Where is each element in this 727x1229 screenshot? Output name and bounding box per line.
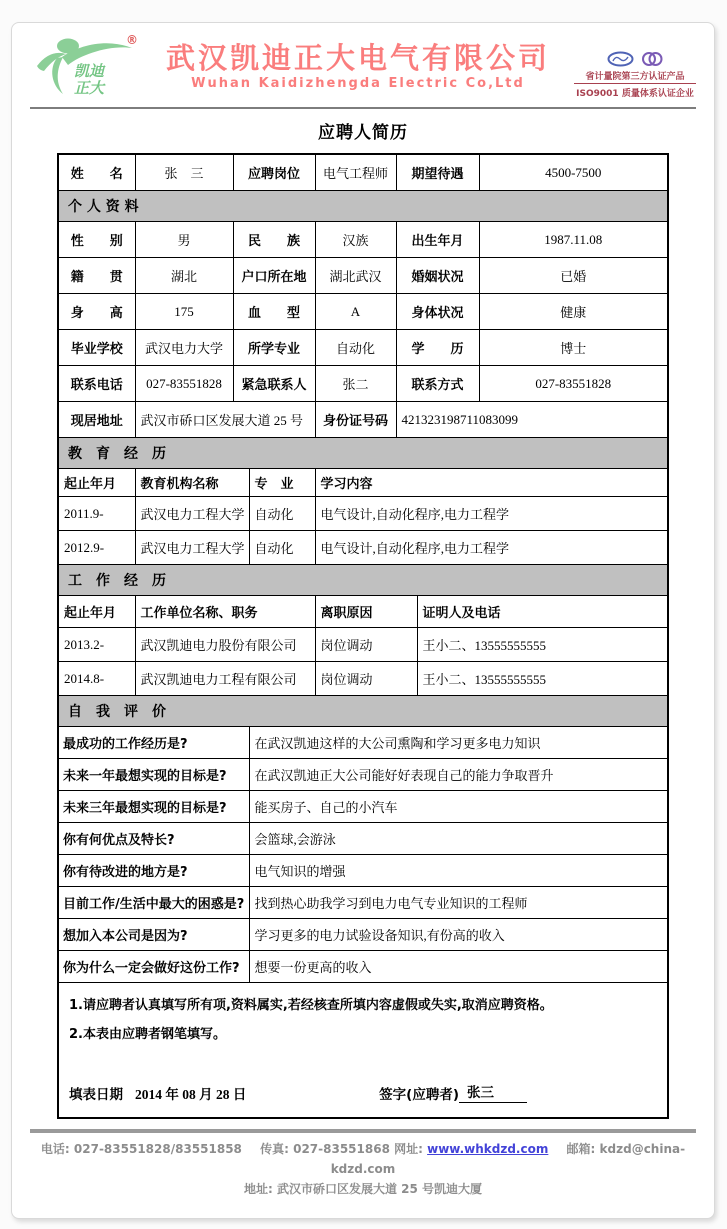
column-header-period: 起止年月 bbox=[59, 596, 135, 628]
fill-date-value: 2014 年 08 月 28 日 bbox=[135, 1086, 247, 1102]
field-value-salary: 4500-7500 bbox=[479, 155, 667, 191]
work-period: 2013.2- bbox=[59, 628, 135, 662]
self-eval-answer: 想要一份更高的收入 bbox=[249, 951, 667, 983]
self-eval-answer: 在武汉凯迪正大公司能好好表现自己的能力争取晋升 bbox=[249, 759, 667, 791]
field-label-residence: 户口所在地 bbox=[233, 258, 315, 294]
field-value-school: 武汉电力大学 bbox=[135, 330, 233, 366]
signature-value: 张三 bbox=[459, 1081, 527, 1103]
self-eval-answer: 能买房子、自己的小汽车 bbox=[249, 791, 667, 823]
table-row bbox=[59, 222, 667, 258]
signature-block bbox=[379, 1081, 527, 1103]
self-eval-question: 未来一年最想实现的目标是? bbox=[59, 759, 249, 791]
education-table bbox=[59, 469, 667, 565]
page-title: 应聘人简历 bbox=[318, 123, 408, 143]
self-eval-answer: 会篮球,会游泳 bbox=[249, 823, 667, 855]
section-header-education: 教 育 经 历 bbox=[59, 438, 667, 469]
website-link[interactable]: www.whkdzd.com bbox=[427, 1141, 549, 1156]
education-content: 电气设计,自动化程序,电力工程学 bbox=[315, 497, 667, 531]
phone-label: 电话: bbox=[40, 1141, 70, 1156]
table-row bbox=[59, 951, 667, 983]
basic-info-table bbox=[59, 155, 667, 191]
field-value-residence: 湖北武汉 bbox=[315, 258, 396, 294]
field-label-contact-method: 联系方式 bbox=[396, 366, 479, 402]
field-label-degree: 学 历 bbox=[396, 330, 479, 366]
self-eval-question: 想加入本公司是因为? bbox=[59, 919, 249, 951]
field-value-health: 健康 bbox=[479, 294, 667, 330]
table-row bbox=[59, 294, 667, 330]
work-leave-reason: 岗位调动 bbox=[315, 662, 417, 696]
table-header-row bbox=[59, 596, 667, 628]
field-label-id-number: 身份证号码 bbox=[315, 402, 396, 438]
phone-value: 027-83551828/83551858 bbox=[73, 1141, 242, 1156]
company-logo bbox=[34, 35, 142, 101]
resume-card bbox=[11, 22, 715, 1219]
personal-info-table bbox=[59, 222, 667, 438]
field-label-phone: 联系电话 bbox=[59, 366, 135, 402]
self-eval-answer: 找到热心助我学习到电力电气专业知识的工程师 bbox=[249, 887, 667, 919]
logo-text-line1: 凯迪 bbox=[74, 62, 105, 80]
section-header-personal: 个 人 资 料 bbox=[59, 191, 667, 222]
table-row bbox=[59, 155, 667, 191]
company-titles bbox=[142, 35, 574, 91]
form-body bbox=[12, 121, 714, 1119]
web-label: 网址: bbox=[394, 1141, 423, 1156]
signoff-row bbox=[67, 1081, 659, 1103]
table-row bbox=[59, 919, 667, 951]
cert-text-line1: 省计量院第三方认证产品 bbox=[574, 69, 696, 84]
kaidi-logo-icon bbox=[34, 35, 138, 97]
field-label-ethnicity: 民 族 bbox=[233, 222, 315, 258]
table-row bbox=[59, 855, 667, 887]
contact-footer bbox=[30, 1129, 696, 1200]
column-header-period: 起止年月 bbox=[59, 469, 135, 497]
field-value-contact-method: 027-83551828 bbox=[479, 366, 667, 402]
field-value-gender: 男 bbox=[135, 222, 233, 258]
field-value-position: 电气工程师 bbox=[315, 155, 396, 191]
field-label-height: 身 高 bbox=[59, 294, 135, 330]
field-label-birthdate: 出生年月 bbox=[396, 222, 479, 258]
table-row bbox=[59, 823, 667, 855]
email-value: kdzd@china-kdzd.com bbox=[330, 1141, 686, 1177]
field-value-blood-type: A bbox=[315, 294, 396, 330]
column-header-reference: 证明人及电话 bbox=[417, 596, 667, 628]
field-label-marital: 婚姻状况 bbox=[396, 258, 479, 294]
fax-value: 027-83551868 bbox=[293, 1141, 390, 1156]
table-row bbox=[59, 366, 667, 402]
table-row bbox=[59, 531, 667, 565]
company-name-cn: 武汉凯迪正大电气有限公司 bbox=[165, 41, 550, 75]
address-value: 武汉市硚口区发展大道 25 号凯迪大厦 bbox=[276, 1182, 483, 1197]
column-header-employer: 工作单位名称、职务 bbox=[135, 596, 315, 628]
field-value-ethnicity: 汉族 bbox=[315, 222, 396, 258]
field-label-health: 身体状况 bbox=[396, 294, 479, 330]
work-reference: 王小二、13555555555 bbox=[417, 628, 667, 662]
field-label-emergency-contact: 紧急联系人 bbox=[233, 366, 315, 402]
work-employer: 武汉凯迪电力工程有限公司 bbox=[135, 662, 315, 696]
education-period: 2011.9- bbox=[59, 497, 135, 531]
table-row bbox=[59, 727, 667, 759]
field-value-degree: 博士 bbox=[479, 330, 667, 366]
self-eval-question: 最成功的工作经历是? bbox=[59, 727, 249, 759]
education-institution: 武汉电力工程大学 bbox=[135, 531, 249, 565]
table-row bbox=[59, 402, 667, 438]
registered-trademark-icon: ® bbox=[126, 33, 138, 47]
footer-line-2 bbox=[30, 1179, 696, 1199]
work-experience-table bbox=[59, 596, 667, 696]
self-eval-question: 你为什么一定会做好这份工作? bbox=[59, 951, 249, 983]
table-row bbox=[59, 330, 667, 366]
field-value-address: 武汉市硚口区发展大道 25 号 bbox=[135, 402, 315, 438]
work-period: 2014.8- bbox=[59, 662, 135, 696]
field-label-blood-type: 血 型 bbox=[233, 294, 315, 330]
work-reference: 王小二、13555555555 bbox=[417, 662, 667, 696]
column-header-leave-reason: 离职原因 bbox=[315, 596, 417, 628]
email-label: 邮箱: bbox=[566, 1141, 596, 1156]
field-label-major: 所学专业 bbox=[233, 330, 315, 366]
self-eval-question: 未来三年最想实现的目标是? bbox=[59, 791, 249, 823]
column-header-major: 专 业 bbox=[249, 469, 315, 497]
field-value-id-number: 421323198711083099 bbox=[396, 402, 667, 438]
company-header bbox=[12, 23, 714, 105]
field-value-marital: 已婚 bbox=[479, 258, 667, 294]
education-major: 自动化 bbox=[249, 497, 315, 531]
field-label-salary: 期望待遇 bbox=[396, 155, 479, 191]
resume-form bbox=[57, 153, 669, 1119]
note-line-2: 2.本表由应聘者钢笔填写。 bbox=[69, 1026, 226, 1042]
table-row bbox=[59, 791, 667, 823]
header-divider bbox=[30, 107, 696, 109]
section-header-work: 工 作 经 历 bbox=[59, 565, 667, 596]
cert-icons bbox=[574, 51, 696, 67]
table-row bbox=[59, 628, 667, 662]
note-line-1: 1.请应聘者认真填写所有项,资料属实,若经核查所填内容虚假或失实,取消应聘资格。 bbox=[69, 998, 553, 1013]
self-eval-question: 你有何优点及特长? bbox=[59, 823, 249, 855]
cert-text-line2: ISO9001 质量体系认证企业 bbox=[576, 89, 694, 99]
self-eval-answer: 在武汉凯迪这样的大公司熏陶和学习更多电力知识 bbox=[249, 727, 667, 759]
table-row bbox=[59, 497, 667, 531]
field-label-gender: 性 别 bbox=[59, 222, 135, 258]
self-eval-question: 目前工作/生活中最大的困惑是? bbox=[59, 887, 249, 919]
certification-block bbox=[574, 35, 696, 99]
ukas-badge-icon bbox=[640, 51, 664, 67]
table-header-row bbox=[59, 469, 667, 497]
education-period: 2012.9- bbox=[59, 531, 135, 565]
education-institution: 武汉电力工程大学 bbox=[135, 497, 249, 531]
field-label-address: 现居地址 bbox=[59, 402, 135, 438]
column-header-institution: 教育机构名称 bbox=[135, 469, 249, 497]
field-value-native-place: 湖北 bbox=[135, 258, 233, 294]
table-row bbox=[59, 662, 667, 696]
field-value-phone: 027-83551828 bbox=[135, 366, 233, 402]
signature-label: 签字(应聘者) bbox=[379, 1086, 459, 1103]
self-eval-question: 你有待改进的地方是? bbox=[59, 855, 249, 887]
work-leave-reason: 岗位调动 bbox=[315, 628, 417, 662]
company-name-en: Wuhan Kaidizhengda Electric Co,Ltd bbox=[191, 76, 525, 91]
logo-text-line2: 正大 bbox=[74, 79, 105, 97]
table-row bbox=[59, 759, 667, 791]
field-value-emergency-contact: 张二 bbox=[315, 366, 396, 402]
section-header-self-eval: 自 我 评 价 bbox=[59, 696, 667, 727]
fax-label: 传真: bbox=[260, 1141, 289, 1156]
self-eval-answer: 学习更多的电力试验设备知识,有份高的收入 bbox=[249, 919, 667, 951]
self-evaluation-table bbox=[59, 727, 667, 983]
self-eval-answer: 电气知识的增强 bbox=[249, 855, 667, 887]
footer-line-1 bbox=[30, 1139, 696, 1180]
table-row bbox=[59, 887, 667, 919]
work-employer: 武汉凯迪电力股份有限公司 bbox=[135, 628, 315, 662]
education-content: 电气设计,自动化程序,电力工程学 bbox=[315, 531, 667, 565]
education-major: 自动化 bbox=[249, 531, 315, 565]
cnas-badge-icon bbox=[607, 51, 634, 67]
address-label: 地址: bbox=[243, 1182, 273, 1197]
fill-date-label: 填表日期 bbox=[69, 1086, 123, 1103]
field-label-native-place: 籍 贯 bbox=[59, 258, 135, 294]
field-value-name: 张 三 bbox=[135, 155, 233, 191]
field-value-birthdate: 1987.11.08 bbox=[479, 222, 667, 258]
notes-block bbox=[59, 983, 667, 1117]
field-label-name: 姓 名 bbox=[59, 155, 135, 191]
table-row bbox=[59, 258, 667, 294]
field-label-school: 毕业学校 bbox=[59, 330, 135, 366]
field-value-major: 自动化 bbox=[315, 330, 396, 366]
column-header-content: 学习内容 bbox=[315, 469, 667, 497]
field-value-height: 175 bbox=[135, 294, 233, 330]
field-label-position: 应聘岗位 bbox=[233, 155, 315, 191]
